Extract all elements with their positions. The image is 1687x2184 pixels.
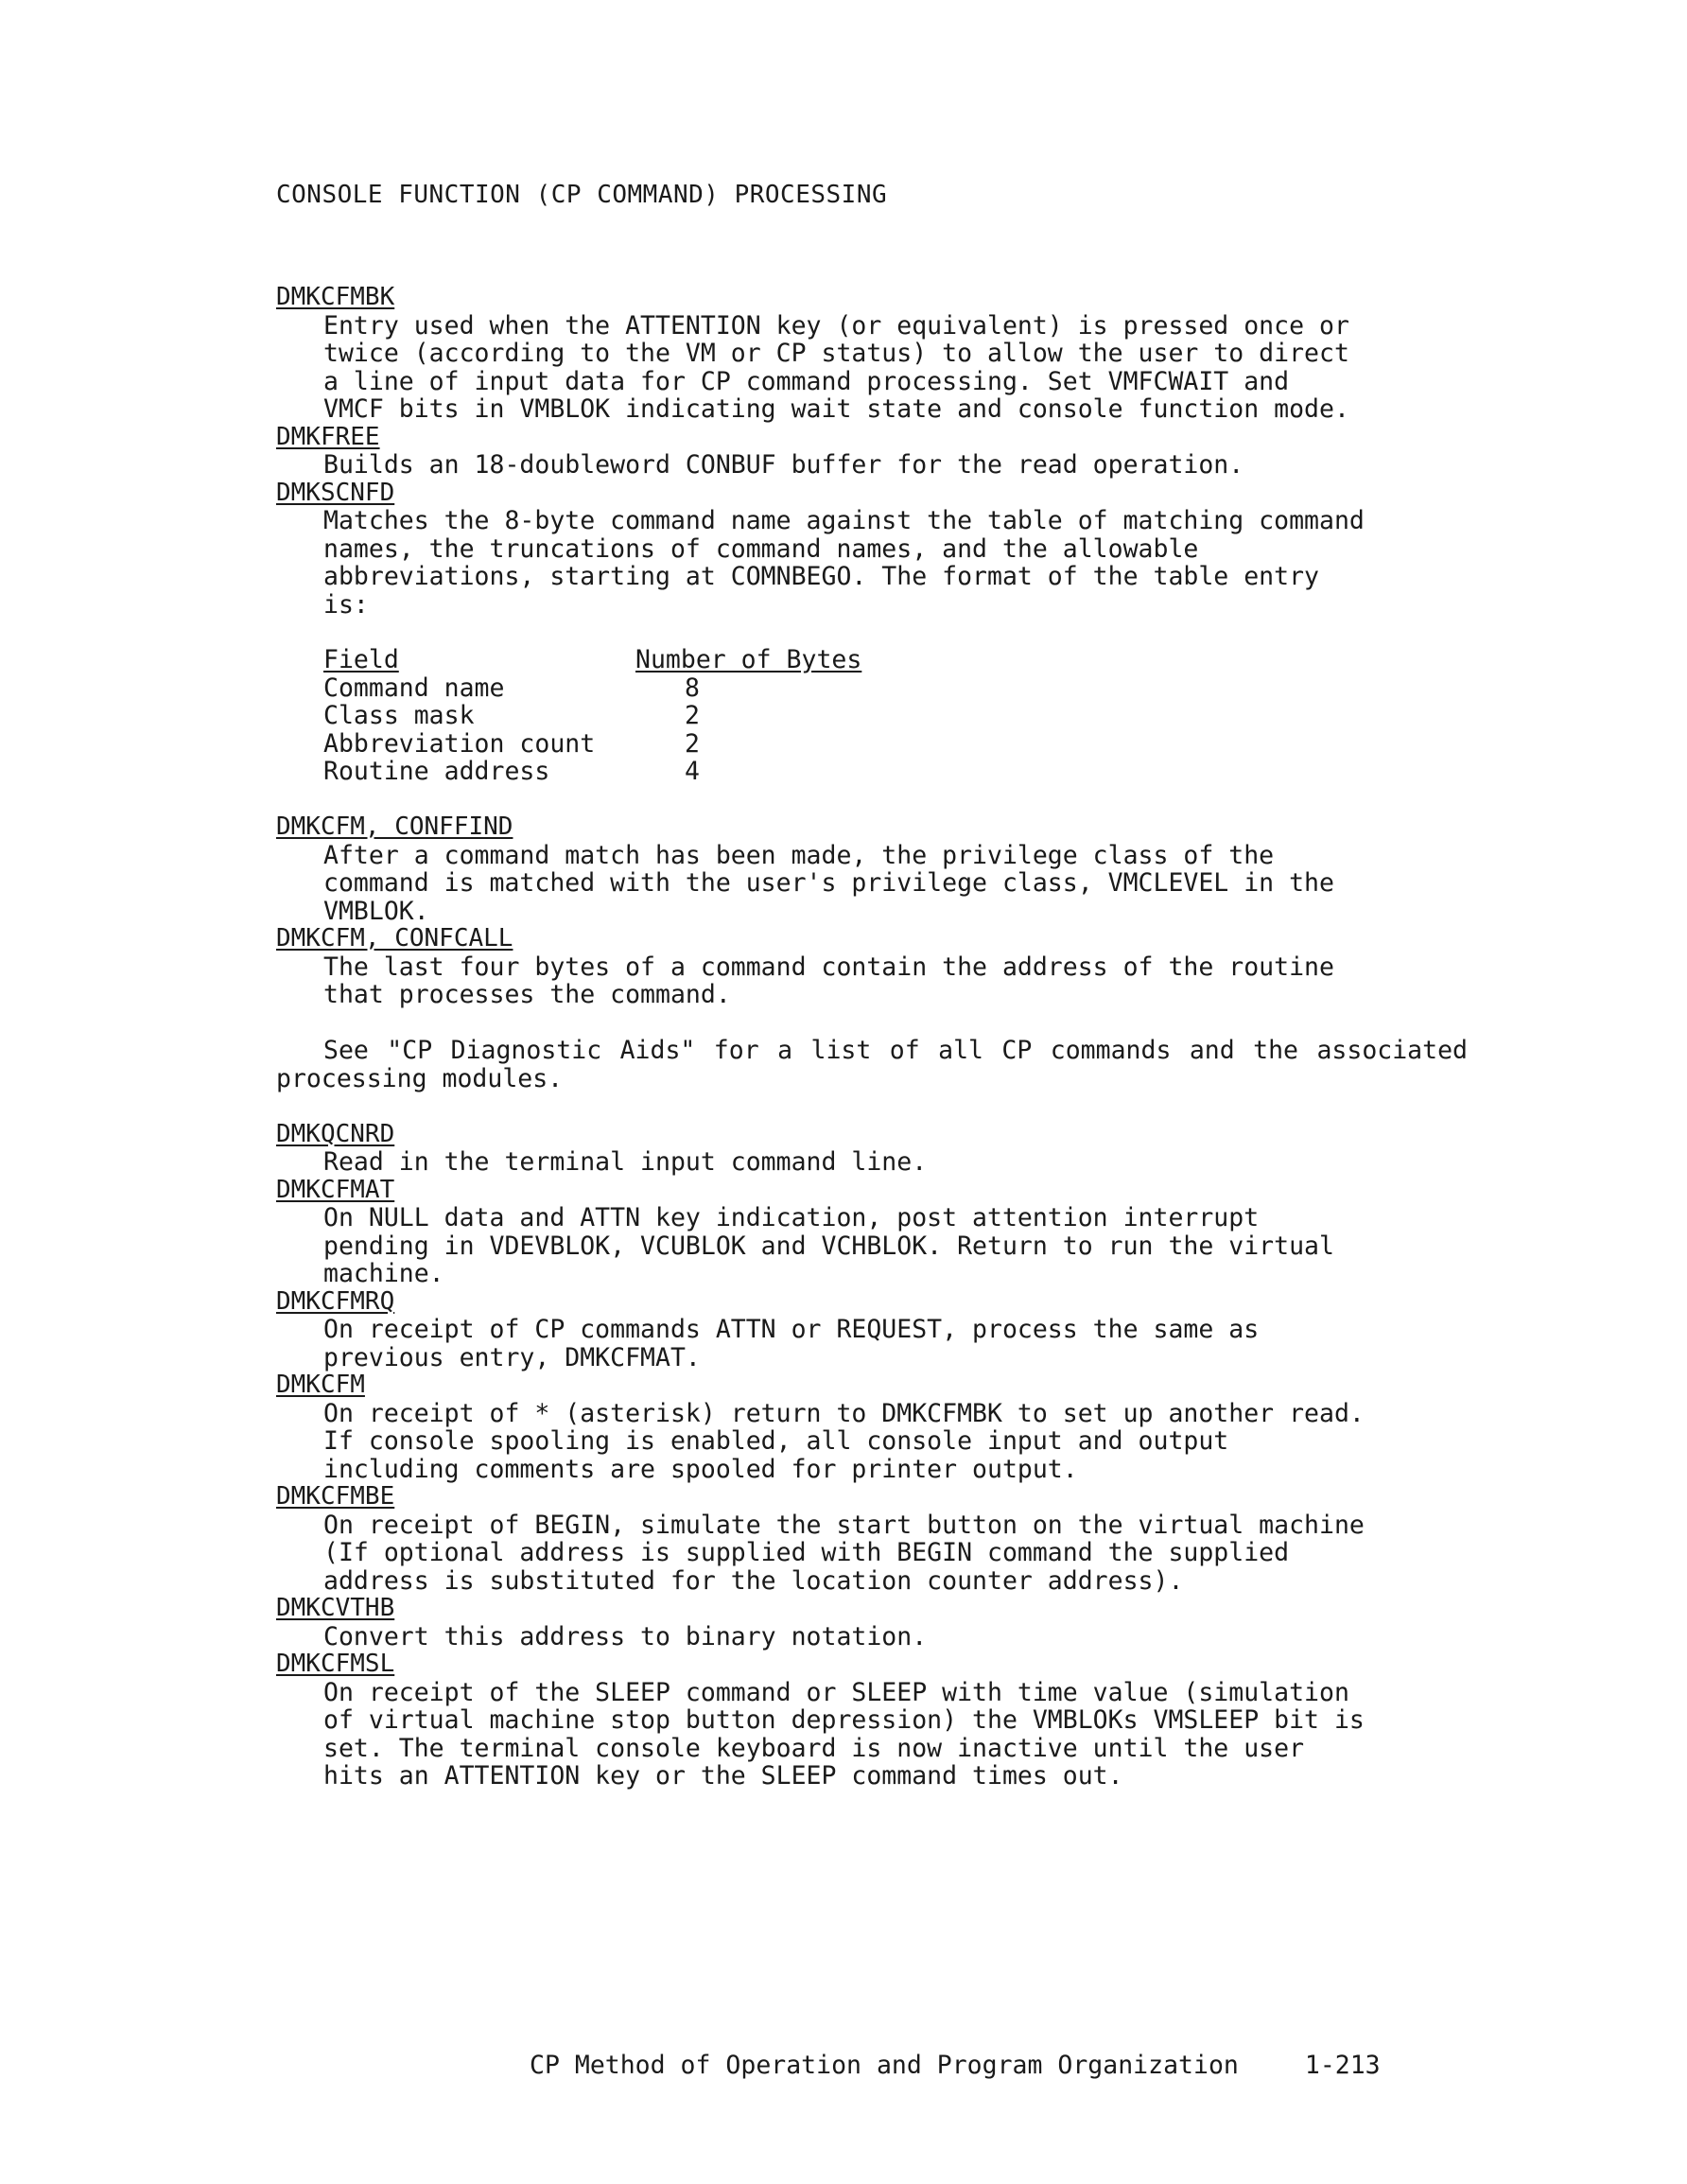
table-row — [323, 730, 861, 759]
entry-line: pending in VDEVBLOK, VCUBLOK and VCHBLOK. Return to run the virtual — [323, 1231, 1334, 1261]
entry-dmkcfmrq — [276, 1288, 1468, 1372]
entry-line: VMCF bits in VMBLOK indicating wait state and console function mode. — [323, 394, 1349, 424]
entry-label: DMKQCNRD — [276, 1119, 395, 1148]
entry-line: hits an ATTENTION key or the SLEEP command times out. — [323, 1761, 1123, 1791]
page-content — [276, 284, 1468, 1791]
see-paragraph: See "CP Diagnostic Aids" for a list of all CP commands and the associated processing modules. — [276, 1036, 1468, 1093]
footer-title: CP Method of Operation and Program Organization — [530, 2051, 1239, 2080]
entry-dmkcfmbe — [276, 1483, 1468, 1595]
entry-label: DMKCFMBE — [276, 1482, 395, 1511]
entry-label: DMKCFM, CONFFIND — [276, 812, 513, 841]
entry-label: DMKCFMSL — [276, 1650, 395, 1678]
entry-line: The last four bytes of a command contain the address of the routine — [323, 952, 1334, 982]
entry-dmkcfmsl — [276, 1651, 1468, 1791]
entry-line: names, the truncations of command names, and the allowable — [323, 533, 1199, 564]
entry-label: DMKSCNFD — [276, 478, 395, 507]
entry-line: including comments are spooled for printer output. — [323, 1454, 1078, 1484]
entry-line: command is matched with the user's privilege class, VMCLEVEL in the — [323, 868, 1334, 898]
entry-dmkcfm — [276, 1372, 1468, 1483]
entry-line: VMBLOK. — [323, 896, 429, 926]
entry-dmkscnfd — [276, 480, 1468, 620]
field-bytes: 4 — [685, 757, 700, 786]
entry-line: a line of input data for CP command processing. Set VMFCWAIT and — [323, 366, 1290, 396]
field-bytes: 2 — [685, 728, 700, 759]
field-name: Command name — [323, 673, 505, 703]
page-number: 1-213 — [1304, 2051, 1381, 2080]
section-heading: CONSOLE FUNCTION (CP COMMAND) PROCESSING — [276, 181, 888, 209]
entry-line: that processes the command. — [323, 980, 731, 1009]
spacer — [276, 786, 1468, 814]
entry-dmkcfmbk — [276, 284, 1468, 424]
entry-label: DMKCFMBK — [276, 283, 395, 311]
entry-conffind — [276, 813, 1468, 925]
field-name: Class mask — [323, 701, 475, 730]
entry-dmkcfmat — [276, 1177, 1468, 1288]
spacer — [276, 1009, 1468, 1038]
entry-line: On receipt of * (asterisk) return to DMKCFMBK to set up another read. — [323, 1398, 1365, 1428]
entry-line: (If optional address is supplied with BEGIN command the supplied — [323, 1538, 1290, 1567]
table-row — [323, 758, 861, 786]
table-row — [323, 674, 861, 703]
entry-line: Convert this address to binary notation. — [323, 1621, 928, 1651]
table-row — [323, 702, 861, 730]
entry-dmkqcnrd — [276, 1121, 1468, 1177]
header-bytes: Number of Bytes — [635, 645, 862, 674]
field-table — [323, 646, 861, 786]
entry-label: DMKCFM — [276, 1371, 365, 1399]
entry-confcall — [276, 925, 1468, 1009]
entry-label: DMKCFM, CONFCALL — [276, 924, 513, 952]
entry-line: twice (according to the VM or CP status) to allow the user to direct — [323, 339, 1349, 368]
entry-line: is: — [323, 589, 369, 620]
entry-label: DMKCFMAT — [276, 1175, 395, 1204]
entry-line: Entry used when the ATTENTION key (or equivalent) is pressed once or — [323, 310, 1349, 341]
entry-line: On NULL data and ATTN key indication, post attention interrupt — [323, 1203, 1260, 1232]
page-footer — [530, 2051, 1381, 2080]
entry-line: set. The terminal console keyboard is now inactive until the user — [323, 1733, 1305, 1763]
entry-line: If console spooling is enabled, all console input and output — [323, 1426, 1229, 1456]
entry-label: DMKCFMRQ — [276, 1286, 395, 1316]
entry-label: DMKFREE — [276, 422, 380, 451]
field-name: Abbreviation count — [323, 728, 596, 759]
entry-line: On receipt of the SLEEP command or SLEEP with time value (simulation — [323, 1677, 1349, 1707]
entry-line: address is substituted for the location counter address). — [323, 1565, 1184, 1596]
header-field: Field — [323, 645, 399, 674]
field-table-header — [323, 646, 861, 674]
entry-label: DMKCVTHB — [276, 1594, 395, 1622]
field-name: Routine address — [323, 757, 550, 786]
entry-line: On receipt of BEGIN, simulate the start button on the virtual machine — [323, 1510, 1365, 1540]
field-bytes: 8 — [685, 673, 700, 703]
entry-line: of virtual machine stop button depression) the VMBLOKs VMSLEEP bit is — [323, 1705, 1365, 1735]
entry-line: abbreviations, starting at COMNBEGO. The format of the table entry — [323, 562, 1319, 591]
entry-line: previous entry, DMKCFMAT. — [323, 1342, 701, 1372]
entry-line: Read in the terminal input command line. — [323, 1147, 928, 1177]
entry-line: machine. — [323, 1259, 444, 1288]
spacer — [276, 1092, 1468, 1121]
entry-line: Matches the 8-byte command name against the table of matching command — [323, 506, 1365, 535]
entry-dmkfree — [276, 424, 1468, 480]
field-bytes: 2 — [685, 701, 700, 730]
entry-dmkcvthb — [276, 1595, 1468, 1651]
entry-line: On receipt of CP commands ATTN or REQUEST, process the same as — [323, 1315, 1260, 1344]
entry-line: Builds an 18-doubleword CONBUF buffer for the read operation. — [323, 450, 1244, 480]
entry-line: After a command match has been made, the privilege class of the — [323, 840, 1275, 870]
